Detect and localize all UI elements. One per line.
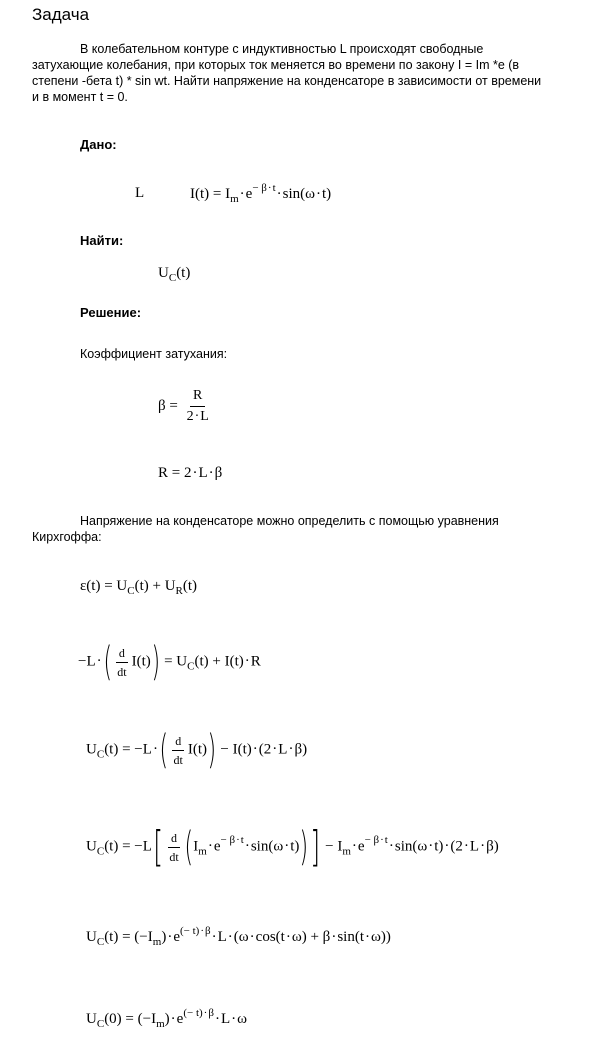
kirchhoff-line-2: Кирхгоффа: — [32, 530, 102, 544]
problem-statement — [32, 41, 607, 105]
equation-2: −L·( $\frac{d}{dt}$ $I(t)) = U_C(t) + I(t)\cdot R$ — [78, 639, 261, 685]
page-title: Задача — [32, 5, 90, 24]
damping-label: Коэффициент затухания: — [80, 347, 228, 361]
kirchhoff-line-1: Напряжение на конденсаторе можно определить с помощью уравнения — [80, 514, 499, 528]
equation-6: $U_C(0) = (-I_m)\cdot e^{(- t)\cdot\beta}\cdot L\cdot\omega$ — [86, 1007, 247, 1030]
given-inductance: L — [135, 185, 145, 201]
problem-line-1: В колебательном контуре с индуктивностью L происходят свободные — [80, 42, 484, 56]
beta-formula: β = $\frac{R}{2\cdot L}$ — [158, 388, 209, 424]
given-current-formula: $I(t) = I_m\cdot e^{- \beta\cdot t}\cdot\sin(\omega\cdot t)$ — [190, 182, 332, 205]
problem-line-2: затухающие колебания, при которых ток меняется во времени по закону I = Im *e (в — [32, 58, 520, 72]
kirchhoff-text — [32, 513, 607, 545]
equation-4: $U_C(t) = -L$[ $\frac{d}{dt}$ $(I_m\cdot e^{- \beta\cdot t}\cdot\sin(\omega\cdot t))] - I_m\cdot e^{- \beta\cdot t}\cdot\sin(\omega\cdot t)\cdot(2\cdot L\cdot\beta)$ — [86, 822, 499, 871]
find-voltage: $U_C(t)$ — [158, 265, 191, 284]
problem-line-4: и в момент t = 0. — [32, 90, 128, 104]
find-label: Найти: — [80, 233, 124, 248]
solution-label: Решение: — [80, 305, 142, 320]
equation-3: $U_C(t) = -L\cdot$( $\frac{d}{dt}$ I(t)) − I(t)·(2·L·β) — [86, 727, 308, 773]
problem-line-3: степени -бета t) * sin wt. Найти напряжение на конденсаторе в зависимости от времени — [32, 74, 542, 88]
equation-1: $\varepsilon(t) = U_C(t) + U_R(t)$ — [80, 578, 198, 597]
given-label: Дано: — [80, 137, 117, 152]
equation-5: $U_C(t) = (-I_m)\cdot e^{(- t)\cdot\beta}\cdot L\cdot(\omega\cdot\cos(t\cdot\omega) + \beta\cdot\sin(t\cdot\omega))$ — [86, 925, 391, 948]
r-formula: R = 2·L·β — [158, 465, 223, 481]
